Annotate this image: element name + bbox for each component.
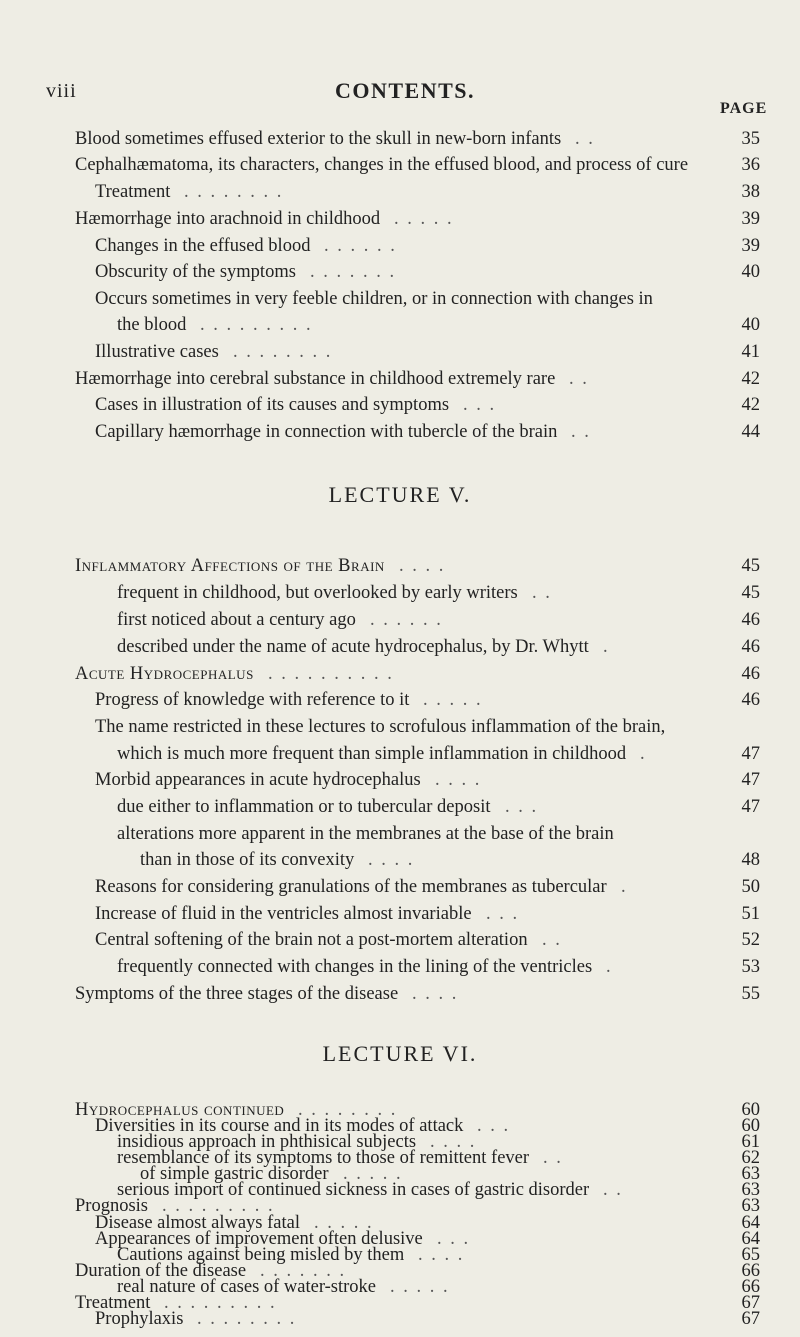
dot-leader: . . . . [368,850,415,870]
toc-entry[interactable] [0,287,800,311]
dot-leader: . . . . [399,556,446,576]
toc-entry-text: which is much more frequent than simple inflammation in childhood [117,744,627,764]
toc-page-number: 40 [741,315,760,335]
toc-entry-text: resemblance of its symptoms to those of remittent fever [117,1148,530,1168]
dot-leader: . [606,957,613,977]
toc-page-number: 38 [741,182,760,202]
toc-entry[interactable] [0,420,800,444]
toc-page-number: 48 [741,850,760,870]
toc-entry-text: Inflammatory Affections of the Brain [75,556,385,576]
toc-page-number: 39 [741,236,760,256]
dot-leader: . . . . . . . . . . [268,664,394,684]
toc-entry[interactable] [0,715,800,739]
toc-page-number: 65 [741,1245,760,1265]
toc-entry-text: Appearances of improvement often delusive [95,1229,423,1249]
toc-page-number: 42 [741,369,760,389]
dot-leader: . . . . [418,1245,465,1265]
toc-page-number: 51 [741,904,760,924]
dot-leader: . . . . . [343,1164,403,1184]
toc-page-number: 67 [741,1293,760,1313]
toc-entry-text: Treatment [95,182,171,202]
dot-leader: . . . . . [423,690,483,710]
toc-entry-text: Hydrocephalus continued [75,1100,285,1120]
toc-entry-text: Central softening of the brain not a post-mortem alteration [95,930,528,950]
dot-leader: . . . . . . [370,610,443,630]
toc-entry[interactable] [0,635,800,659]
toc-page-number: 64 [741,1213,760,1233]
toc-entry[interactable] [0,875,800,899]
toc-page-number: 47 [741,770,760,790]
page-title: CONTENTS. [335,78,476,103]
dot-leader: . . . [437,1229,471,1249]
toc-entry-text: Morbid appearances in acute hydrocephalus [95,770,421,790]
toc-entry[interactable] [0,822,800,846]
toc-page-number: 46 [741,610,760,630]
toc-page-number: 63 [741,1180,760,1200]
toc-entry-text: Duration of the disease [75,1261,247,1281]
toc-page-number: 47 [741,744,760,764]
toc-entry-text: alterations more apparent in the membranes at the base of the brain [117,824,614,844]
dot-leader: . . . [505,797,539,817]
toc-entry-text: The name restricted in these lectures to scrofulous inflammation of the brain, [95,717,666,737]
dot-leader: . . . . . . . . . [162,1196,275,1216]
toc-entry-text: Obscurity of the symptoms [95,262,296,282]
dot-leader: . . . . . [390,1277,450,1297]
toc-entry-text: Progress of knowledge with reference to it [95,690,410,710]
toc-page-number: 63 [741,1164,760,1184]
toc-entry[interactable] [0,955,800,979]
dot-leader: . . . . [435,770,482,790]
toc-entry-text: real nature of cases of water-stroke [117,1277,377,1297]
toc-page-number: 46 [741,664,760,684]
toc-page-number: 41 [741,342,760,362]
dot-leader: . [640,744,647,764]
toc-entry[interactable] [0,795,800,819]
dot-leader: . . . . . . . [310,262,397,282]
dot-leader: . . . [463,395,497,415]
toc-page-number: 46 [741,637,760,657]
toc-entry-text: Hæmorrhage into arachnoid in childhood [75,209,381,229]
toc-entry[interactable] [0,127,800,151]
dot-leader: . [603,637,610,657]
toc-page-number: 66 [741,1277,760,1297]
dot-leader: . . . . . . [324,236,397,256]
toc-entry-text: Reasons for considering granulations of the membranes as tubercular [95,877,607,897]
dot-leader: . . . [486,904,520,924]
toc-entry[interactable] [0,234,800,258]
toc-entry-text: Cephalhæmatoma, its characters, changes in the effused blood, and process of cure [75,155,689,175]
toc-entry-text: Blood sometimes effused exterior to the skull in new-born infants [75,129,562,149]
toc-entry-text: of simple gastric disorder [140,1164,329,1184]
toc-entry-text: Cases in illustration of its causes and symptoms [95,395,450,415]
toc-entry[interactable] [0,367,800,391]
dot-leader: . . [543,1148,563,1168]
toc-entry[interactable] [0,902,800,926]
toc-entry[interactable] [0,180,800,204]
dot-leader: . . . . . [314,1213,374,1233]
toc-entry-text: Acute Hydrocephalus [75,664,254,684]
dot-leader: . . . . . . . . . [164,1293,277,1313]
toc-entry[interactable] [0,340,800,364]
dot-leader: . [621,877,628,897]
toc-entry-text: due either to inflammation or to tubercular deposit [117,797,491,817]
page-column-label: PAGE [720,100,768,117]
toc-entry[interactable] [0,608,800,632]
toc-page-number: 63 [741,1196,760,1216]
toc-entry-text: Prognosis [75,1196,148,1216]
toc-page-number: 64 [741,1229,760,1249]
toc-page-number: 36 [741,155,760,175]
dot-leader: . . . . . [394,209,454,229]
dot-leader: . . [603,1180,623,1200]
toc-entry[interactable] [0,581,800,605]
toc-entry-text: Cautions against being misled by them [117,1245,405,1265]
toc-entry[interactable] [0,313,800,337]
toc-entry-text: Treatment [75,1293,151,1313]
toc-page-number: 46 [741,690,760,710]
toc-page-number: 42 [741,395,760,415]
dot-leader: . . . . [412,984,459,1004]
toc-page-number: 62 [741,1148,760,1168]
toc-page-number: 60 [741,1100,760,1120]
toc-entry-text: described under the name of acute hydrocephalus, by Dr. Whytt [117,637,589,657]
dot-leader: . . [569,369,589,389]
toc-page-number: 47 [741,797,760,817]
toc-entry-text: frequently connected with changes in the lining of the ventricles [117,957,593,977]
toc-page-number: 50 [741,877,760,897]
toc-page-number: 53 [741,957,760,977]
toc-entry[interactable] [0,153,800,177]
dot-leader: . . [575,129,595,149]
toc-entry[interactable] [0,1307,800,1331]
toc-page-number: 67 [741,1309,760,1329]
toc-entry-text: Illustrative cases [95,342,219,362]
toc-entry[interactable] [0,742,800,766]
dot-leader: . . . . [430,1132,477,1152]
toc-entry-text: than in those of its convexity [140,850,355,870]
dot-leader: . . . . . . . . [233,342,333,362]
toc-page-number: 39 [741,209,760,229]
page-number: viii [46,80,77,102]
dot-leader: . . . . . . . . [184,182,284,202]
dot-leader: . . . [477,1116,511,1136]
toc-page-number: 66 [741,1261,760,1281]
toc-entry-text: insidious approach in phthisical subjects [117,1132,417,1152]
dot-leader: . . . . . . . . [197,1309,297,1329]
toc-entry-text: Capillary hæmorrhage in connection with tubercle of the brain [95,422,558,442]
dot-leader: . . . . . . . . [298,1100,398,1120]
toc-entry-text: first noticed about a century ago [117,610,356,630]
dot-leader: . . . . . . . [260,1261,347,1281]
toc-page-number: 44 [741,422,760,442]
toc-page-number: 40 [741,262,760,282]
toc-entry[interactable] [0,688,800,712]
toc-entry-text: Prophylaxis [95,1309,184,1329]
toc-entry[interactable] [0,260,800,284]
toc-entry-text: Changes in the effused blood [95,236,311,256]
toc-entry[interactable] [0,207,800,231]
toc-entry-text: Increase of fluid in the ventricles almost invariable [95,904,472,924]
toc-page-number: 55 [741,984,760,1004]
toc-entry[interactable] [0,928,800,952]
toc-entry[interactable] [0,848,800,872]
lecture-heading: LECTURE VI. [322,1041,478,1066]
toc-page-number: 35 [741,129,760,149]
toc-page-number: 45 [741,556,760,576]
dot-leader: . . [542,930,562,950]
toc-entry-text: Occurs sometimes in very feeble children, or in connection with changes in [95,289,653,309]
toc-page-number: 61 [741,1132,760,1152]
toc-entry-text: Symptoms of the three stages of the disease [75,984,399,1004]
lecture-heading: LECTURE V. [328,482,472,507]
dot-leader: . . . . . . . . . [200,315,313,335]
toc-entry[interactable] [0,768,800,792]
toc-entry-text: frequent in childhood, but overlooked by early writers [117,583,518,603]
toc-entry[interactable] [0,393,800,417]
toc-entry[interactable] [0,982,800,1006]
toc-entry-text: the blood [117,315,187,335]
toc-page-number: 45 [741,583,760,603]
dot-leader: . . [571,422,591,442]
toc-entry[interactable] [0,662,800,686]
toc-entry-text: Hæmorrhage into cerebral substance in childhood extremely rare [75,369,556,389]
toc-entry[interactable] [0,554,800,578]
toc-page-number: 60 [741,1116,760,1136]
toc-page-number: 52 [741,930,760,950]
dot-leader: . . [532,583,552,603]
toc-entry-text: Disease almost always fatal [95,1213,300,1233]
toc-entry-text: Diversities in its course and in its modes of attack [95,1116,464,1136]
toc-entry-text: serious import of continued sickness in cases of gastric disorder [117,1180,590,1200]
